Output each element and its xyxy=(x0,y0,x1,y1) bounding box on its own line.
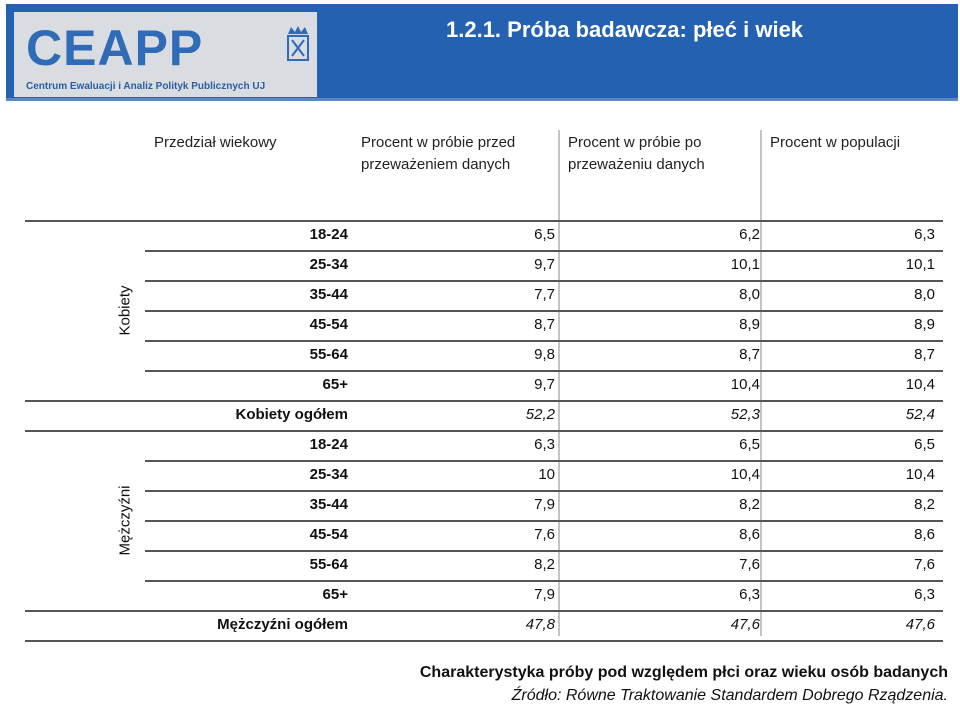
table-row xyxy=(25,430,943,460)
table-row xyxy=(25,280,943,310)
after-cell: 10,1 xyxy=(730,256,760,273)
table-row xyxy=(25,580,943,610)
header-before: Procent w próbie przed przeważeniem danych xyxy=(361,134,516,173)
after-cell: 8,6 xyxy=(739,526,760,543)
age-cell: 25-34 xyxy=(309,256,348,273)
age-cell: 35-44 xyxy=(309,496,348,513)
crown-crest-icon xyxy=(284,24,312,64)
table-row xyxy=(25,550,943,580)
age-cell: 55-64 xyxy=(309,556,348,573)
age-cell: Kobiety ogółem xyxy=(235,406,348,423)
population-cell: 8,6 xyxy=(914,526,935,543)
age-cell: 45-54 xyxy=(309,316,348,333)
after-cell: 10,4 xyxy=(730,466,760,483)
group-label: Mężczyźni xyxy=(116,484,134,556)
before-cell: 8,7 xyxy=(534,316,555,333)
table-total-row xyxy=(25,610,943,640)
after-cell: 47,6 xyxy=(730,616,760,633)
table-row xyxy=(25,460,943,490)
source-note: Źródło: Równe Traktowanie Standardem Dobrego Rządzenia. xyxy=(511,687,948,704)
table-row xyxy=(25,490,943,520)
population-cell: 8,2 xyxy=(914,496,935,513)
before-cell: 10 xyxy=(538,466,555,483)
table-total-row xyxy=(25,400,943,430)
population-cell: 47,6 xyxy=(905,616,935,633)
age-cell: 65+ xyxy=(322,376,348,393)
age-cell: 55-64 xyxy=(309,346,348,363)
before-cell: 6,3 xyxy=(534,436,555,453)
population-cell: 8,7 xyxy=(914,346,935,363)
population-cell: 6,3 xyxy=(914,226,935,243)
before-cell: 52,2 xyxy=(525,406,555,423)
population-cell: 6,5 xyxy=(914,436,935,453)
header-age: Przedział wiekowy xyxy=(154,134,277,151)
before-cell: 9,7 xyxy=(534,256,555,273)
row-divider xyxy=(25,640,943,642)
population-cell: 6,3 xyxy=(914,586,935,603)
population-cell: 8,0 xyxy=(914,286,935,303)
before-cell: 9,8 xyxy=(534,346,555,363)
population-cell: 10,4 xyxy=(905,466,935,483)
after-cell: 7,6 xyxy=(739,556,760,573)
ceapp-logo xyxy=(14,12,317,97)
after-cell: 8,7 xyxy=(739,346,760,363)
table-row xyxy=(25,520,943,550)
age-cell: 65+ xyxy=(322,586,348,603)
table-caption: Charakterystyka próby pod względem płci oraz wieku osób badanych xyxy=(419,664,948,681)
header-banner xyxy=(6,4,958,101)
age-cell: 18-24 xyxy=(309,436,348,453)
population-cell: 10,4 xyxy=(905,376,935,393)
sample-table xyxy=(25,130,943,636)
page-title: 1.2.1. Próba badawcza: płeć i wiek xyxy=(446,17,804,42)
table-row xyxy=(25,370,943,400)
after-cell: 6,3 xyxy=(739,586,760,603)
table-row xyxy=(25,310,943,340)
age-cell: 18-24 xyxy=(309,226,348,243)
age-cell: 35-44 xyxy=(309,286,348,303)
before-cell: 9,7 xyxy=(534,376,555,393)
before-cell: 6,5 xyxy=(534,226,555,243)
population-cell: 52,4 xyxy=(905,406,935,423)
age-cell: Mężczyźni ogółem xyxy=(217,616,348,633)
before-cell: 7,9 xyxy=(534,496,555,513)
table-row xyxy=(25,340,943,370)
before-cell: 7,6 xyxy=(534,526,555,543)
group-label: Kobiety xyxy=(116,284,134,336)
population-cell: 8,9 xyxy=(914,316,935,333)
after-cell: 6,5 xyxy=(739,436,760,453)
logo-subtitle: Centrum Ewaluacji i Analiz Polityk Publicznych UJ xyxy=(26,81,266,92)
table-row xyxy=(25,250,943,280)
logo-text: CEAPP xyxy=(26,20,204,76)
before-cell: 8,2 xyxy=(534,556,555,573)
before-cell: 7,9 xyxy=(534,586,555,603)
after-cell: 8,2 xyxy=(739,496,760,513)
header-population: Procent w populacji xyxy=(770,134,901,151)
before-cell: 47,8 xyxy=(525,616,555,633)
after-cell: 8,9 xyxy=(739,316,760,333)
population-cell: 10,1 xyxy=(905,256,935,273)
before-cell: 7,7 xyxy=(534,286,555,303)
after-cell: 52,3 xyxy=(730,406,760,423)
table-row xyxy=(25,220,943,250)
age-cell: 45-54 xyxy=(309,526,348,543)
header-after: Procent w próbie po przeważeniu danych xyxy=(568,134,705,173)
age-cell: 25-34 xyxy=(309,466,348,483)
population-cell: 7,6 xyxy=(914,556,935,573)
after-cell: 10,4 xyxy=(730,376,760,393)
after-cell: 8,0 xyxy=(739,286,760,303)
after-cell: 6,2 xyxy=(739,226,760,243)
